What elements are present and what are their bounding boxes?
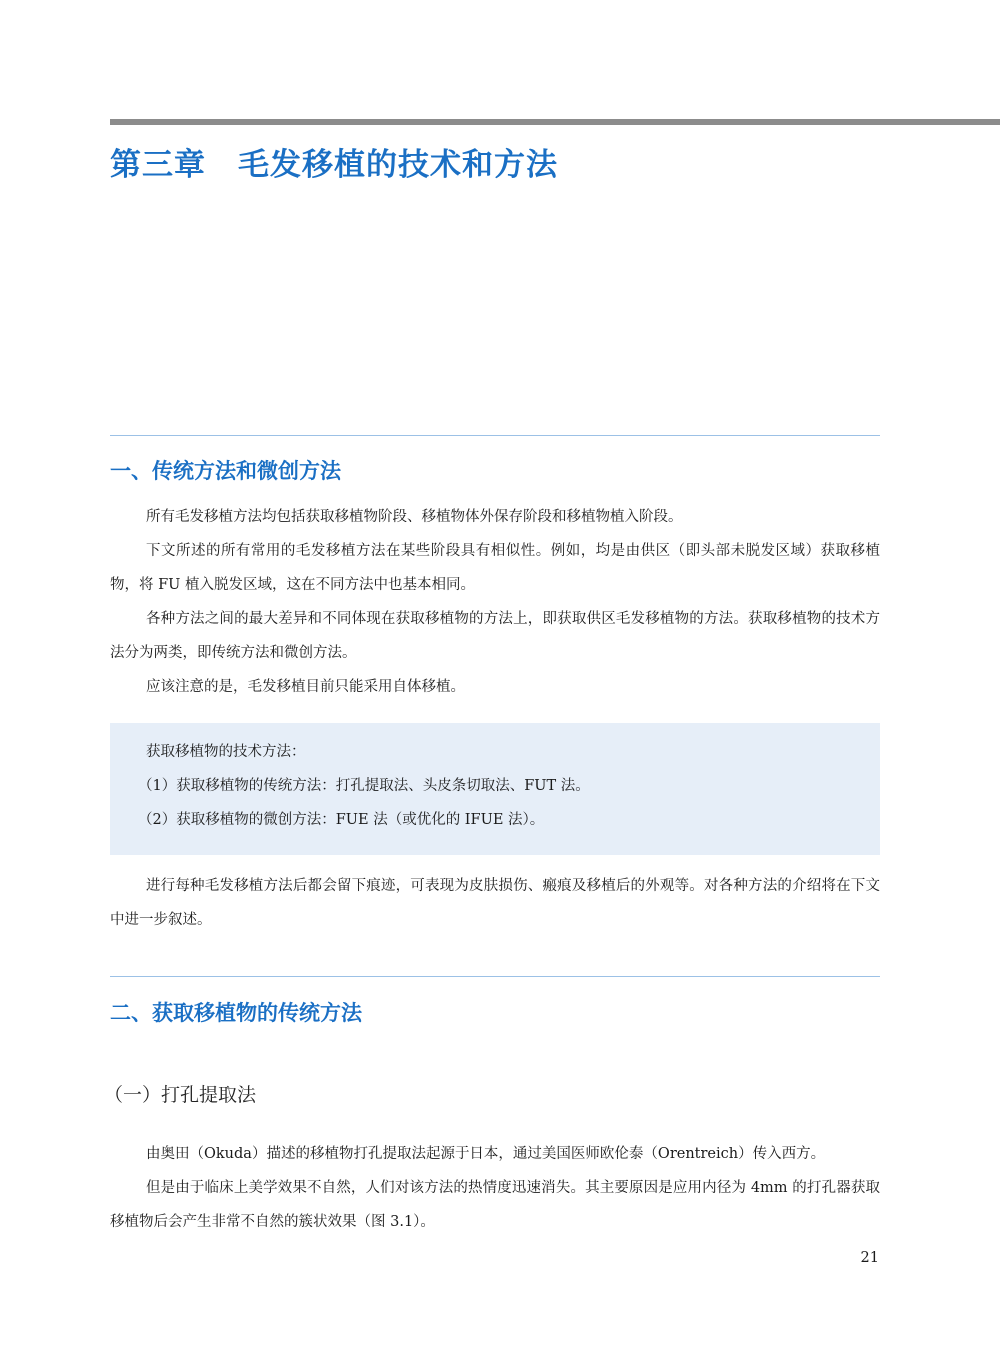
callout-heading: 获取移植物的技术方法：	[146, 744, 306, 760]
callout-item: （1）获取移植物的传统方法：打孔提取法、头皮条切取法、FUT 法。	[138, 778, 590, 794]
chapter-title: 第三章 毛发移植的技术和方法	[110, 147, 558, 183]
section-divider	[110, 976, 880, 977]
paragraph: 但是由于临床上美学效果不自然，人们对该方法的热情度迅速消失。其主要原因是应用内径为 4mm 的打孔器获取移植物后会产生非常不自然的簇状效果（图 3.1）。	[110, 1180, 880, 1230]
section-title-1: 一、传统方法和微创方法	[110, 459, 341, 483]
subsection-title: （一）打孔提取法	[104, 1084, 257, 1106]
section-title-2: 二、获取移植物的传统方法	[110, 1001, 362, 1025]
paragraph: 应该注意的是，毛发移植目前只能采用自体移植。	[146, 679, 465, 695]
top-rule	[110, 119, 1000, 125]
paragraph: 所有毛发移植方法均包括获取移植物阶段、移植物体外保存阶段和移植物植入阶段。	[146, 509, 683, 525]
callout-box	[110, 723, 880, 855]
paragraph: 各种方法之间的最大差异和不同体现在获取移植物的方法上，即获取供区毛发移植物的方法。获取移植物的技术方法分为两类，即传统方法和微创方法。	[110, 611, 880, 661]
section-divider	[110, 435, 880, 436]
paragraph: 进行每种毛发移植方法后都会留下痕迹，可表现为皮肤损伤、瘢痕及移植后的外观等。对各种方法的介绍将在下文中进一步叙述。	[110, 878, 880, 928]
paragraph: 下文所述的所有常用的毛发移植方法在某些阶段具有相似性。例如，均是由供区（即头部未脱发区域）获取移植物，将 FU 植入脱发区域，这在不同方法中也基本相同。	[110, 543, 880, 593]
page-number: 21	[860, 1250, 879, 1266]
callout-item: （2）获取移植物的微创方法：FUE 法（或优化的 IFUE 法）。	[138, 812, 545, 828]
paragraph: 由奥田（Okuda）描述的移植物打孔提取法起源于日本，通过美国医师欧伦泰（Orentreich）传入西方。	[146, 1146, 826, 1162]
